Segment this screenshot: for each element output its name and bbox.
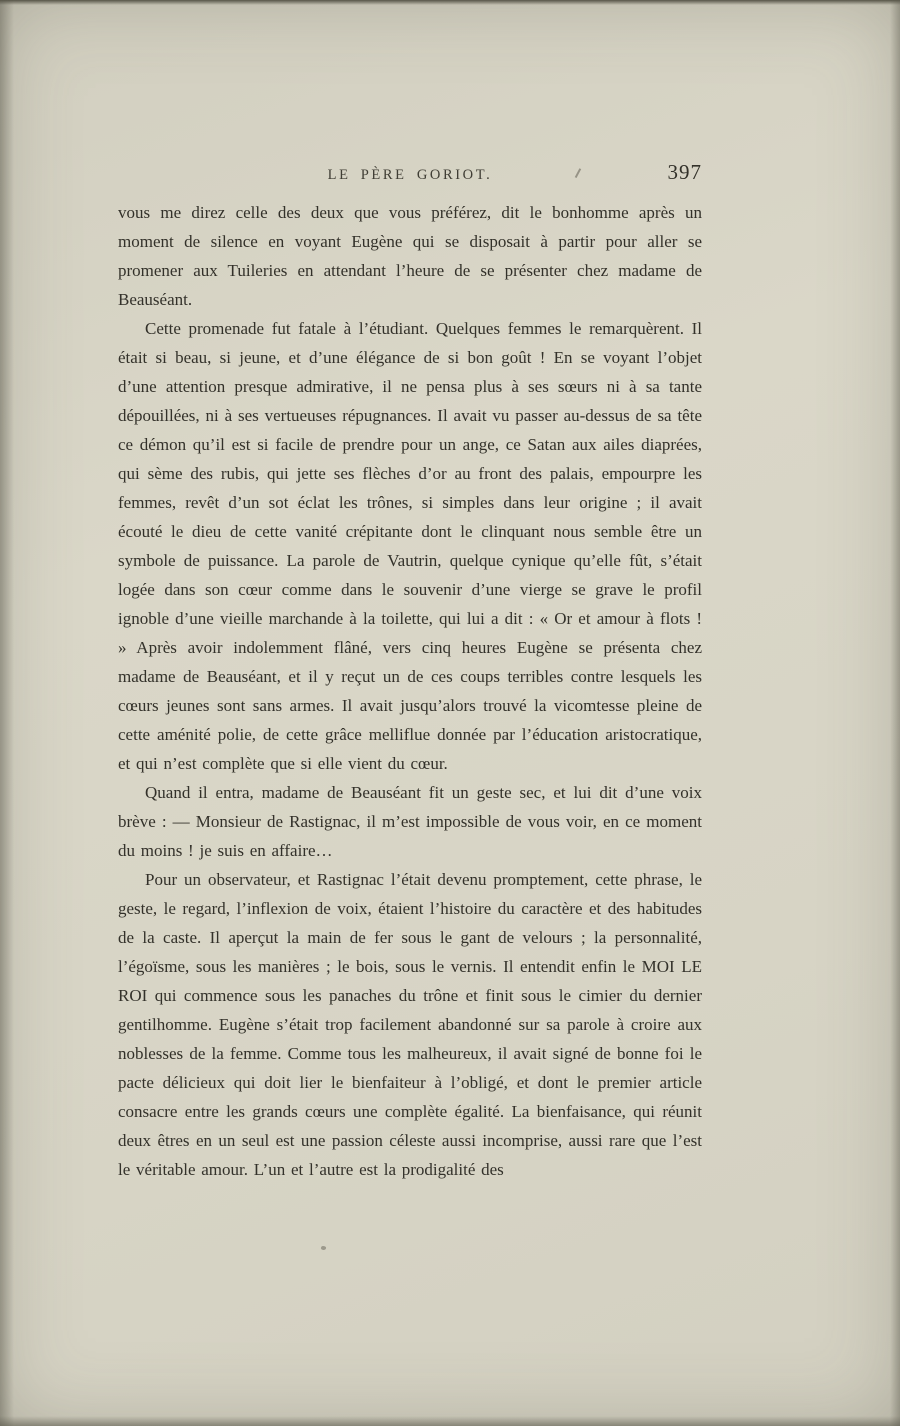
scan-edge-bottom [0,1416,900,1426]
page-header [118,160,702,190]
scan-edge-left [0,0,14,1426]
paragraph-2: Cette promenade fut fatale à l’étudiant. Quelques femmes le remarquèrent. Il était si beau, si jeune, et d’une élégance de si bon goût ! En se voyant l’objet d’une attention presque admirative, il ne pensa plus à ses sœurs ni à sa tante dépouillées, ni à ses vertueuses répugnances. Il avait vu passer au-dessus de sa tête ce démon qu’il est si facile de prendre pour un ange, ce Satan aux ailes diaprées, qui sème des rubis, qui jette ses flèches d’or au front des palais, empourpre les femmes, revêt d’un sot éclat les trônes, si simples dans leur origine ; il avait écouté le dieu de cette vanité crépitante dont le clinquant nous semble être un symbole de puissance. La parole de Vautrin, quelque cynique qu’elle fût, s’était logée dans son cœur comme dans le souvenir d’une vierge se grave le profil ignoble d’une vieille marchande à la toilette, qui lui a dit : « Or et amour à flots ! » Après avoir indolemment flâné, vers cinq heures Eugène se présenta chez madame de Beauséant, et il y reçut un de ces coups terribles contre lesquels les cœurs jeunes sont sans armes. Il avait jusqu’alors trouvé la vicomtesse pleine de cette aménité polie, de cette grâce melliflue donnée par l’éducation aristocratique, et qui n’est complète que si elle vient du cœur. [118,319,702,773]
page-number: 397 [667,160,702,184]
page-body [118,198,702,1184]
page-content [118,160,702,1184]
paragraph-1: vous me direz celle des deux que vous préférez, dit le bonhomme après un moment de silence en voyant Eugène qui se disposait à partir pour aller se promener aux Tuileries en attendant l’heure de se présenter chez madame de Beauséant. [118,203,702,309]
paragraph-3: Quand il entra, madame de Beauséant fit un geste sec, et lui dit d’une voix brève : — Monsieur de Rastignac, il m’est impossible de vous voir, en ce moment du moins ! je suis en affaire… [118,783,702,860]
scan-edge-top [0,0,900,5]
running-header: LE PÈRE GORIOT. [327,167,493,183]
scan-edge-right [890,0,900,1426]
scan-artifact-speck [321,1245,327,1250]
paragraph-4: Pour un observateur, et Rastignac l’était devenu promptement, cette phrase, le geste, le regard, l’inflexion de voix, étaient l’histoire du caractère et des habitudes de la caste. Il aperçut la main de fer sous le gant de velours ; la personnalité, l’égoïsme, sous les manières ; le bois, sous le vernis. Il entendit enfin le MOI LE ROI qui commence sous les panaches du trône et finit sous le cimier du dernier gentilhomme. Eugène s’était trop facilement abandonné sur sa parole à croire aux noblesses de la femme. Comme tous les malheureux, il avait signé de bonne foi le pacte délicieux qui doit lier le bienfaiteur à l’obligé, et dont le premier article consacre entre les grands cœurs une complète égalité. La bienfaisance, qui réunit deux êtres en un seul est une passion céleste aussi incomprise, aussi rare que l’est le véritable amour. L’un et l’autre est la prodigalité des [118,870,702,1179]
